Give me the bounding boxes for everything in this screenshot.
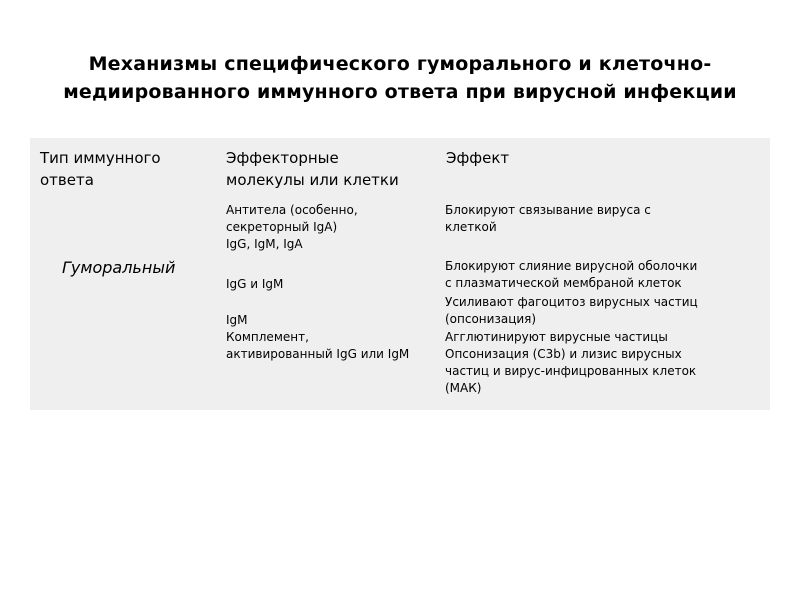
header-effectors-line-1: Эффекторные: [226, 149, 339, 167]
effect-block-binding-line-2: клеткой: [445, 220, 497, 234]
header-response-type-line-1: Тип иммунного: [40, 149, 161, 167]
effector-antibodies-line-2: секреторный IgA): [226, 220, 338, 234]
effect-block-binding-line-1: Блокируют связывание вируса с: [445, 203, 651, 217]
header-effectors: [226, 147, 399, 191]
effect-lysis-line-1: Опсонизация (С3b) и лизис вирусных: [445, 347, 682, 361]
effect-lysis-line-3: (МАК): [445, 381, 482, 395]
response-type-humoral: Гуморальный: [62, 258, 176, 277]
header-effectors-line-2: молекулы или клетки: [226, 171, 399, 189]
effect-agglutination: Агглютинируют вирусные частицы: [445, 330, 668, 344]
effector-antibodies-line-1: Антитела (особенно,: [226, 203, 358, 217]
effect-block-fusion-line-2: с плазматической мембраной клеток: [445, 276, 682, 290]
slide-title: [30, 50, 770, 106]
immune-response-table: [30, 138, 770, 410]
effect-opsonization-line-2: (опсонизация): [445, 312, 537, 326]
effect-block-fusion-line-1: Блокируют слияние вирусной оболочки: [445, 259, 698, 273]
header-response-type-line-2: ответа: [40, 171, 94, 189]
effector-igg-igm-iga: IgG, IgM, IgA: [226, 237, 303, 251]
effector-igg-and-igm: IgG и IgM: [226, 277, 284, 291]
effector-complement-line-2: активированный IgG или IgM: [226, 347, 410, 361]
effector-complement-line-1: Комплемент,: [226, 330, 309, 344]
effect-lysis-line-2: частиц и вирус-инфицрованных клеток: [445, 364, 697, 378]
slide-title-line-2: медиированного иммунного ответа при вирусной инфекции: [63, 81, 737, 103]
effect-opsonization-line-1: Усиливают фагоцитоз вирусных частиц: [445, 295, 698, 309]
slide-title-line-1: Механизмы специфического гуморального и клеточно-: [88, 53, 712, 75]
effector-igm: IgM: [226, 313, 248, 327]
header-effect: Эффект: [446, 149, 510, 167]
header-response-type: [40, 147, 161, 191]
